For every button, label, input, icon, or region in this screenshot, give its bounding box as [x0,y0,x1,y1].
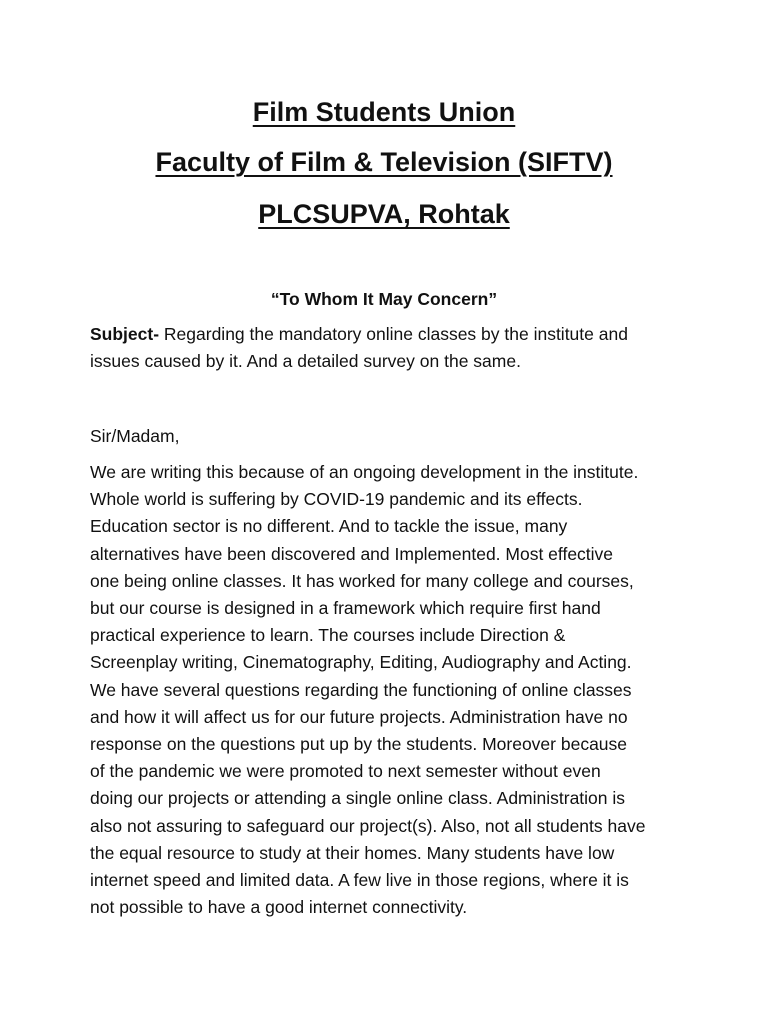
body-line: Education sector is no different. And to tackle the issue, many [90,516,568,537]
subject-label: Subject- [90,324,160,344]
body-line: but our course is designed in a framework which require first hand [90,598,601,619]
body-line: and how it will affect us for our future projects. Administration have no [90,706,628,727]
body-line: internet speed and limited data. A few live in those regions, where it is [90,870,629,891]
body-line: not possible to have a good internet connectivity. [90,897,468,918]
body-line: practical experience to learn. The courses include Direction & [90,625,566,646]
subject-line-2: issues caused by it. And a detailed survey on the same. [90,351,521,372]
body-line: alternatives have been discovered and Implemented. Most effective [90,543,614,564]
faculty-name-heading: Faculty of Film & Television (SIFTV) [155,147,613,177]
union-name-heading: Film Students Union [252,97,516,127]
body-line: also not assuring to safeguard our project(s). Also, not all students have [90,815,646,836]
subject-text-1: Regarding the mandatory online classes by the institute and [159,324,628,344]
body-line: the equal resource to study at their homes. Many students have low [90,842,615,863]
body-line: Whole world is suffering by COVID-19 pandemic and its effects. [90,489,583,510]
body-line: doing our projects or attending a single online class. Administration is [90,788,626,809]
greeting: Sir/Madam, [90,426,180,446]
body-line: one being online classes. It has worked for many college and courses, [90,570,634,591]
subject-paragraph [90,321,690,375]
institute-name-heading: PLCSUPVA, Rohtak [258,199,510,229]
body-line: response on the questions put up by the students. Moreover because [90,734,628,755]
letter-title: “To Whom It May Concern” [270,289,498,309]
body-line: We are writing this because of an ongoing development in the institute. [90,462,639,482]
body-paragraph [90,459,690,921]
body-line: of the pandemic we were promoted to next semester without even [90,761,601,782]
subject-line-1 [90,321,690,348]
body-line: Screenplay writing, Cinematography, Editing, Audiography and Acting. [90,652,632,673]
body-line: We have several questions regarding the functioning of online classes [90,679,632,700]
